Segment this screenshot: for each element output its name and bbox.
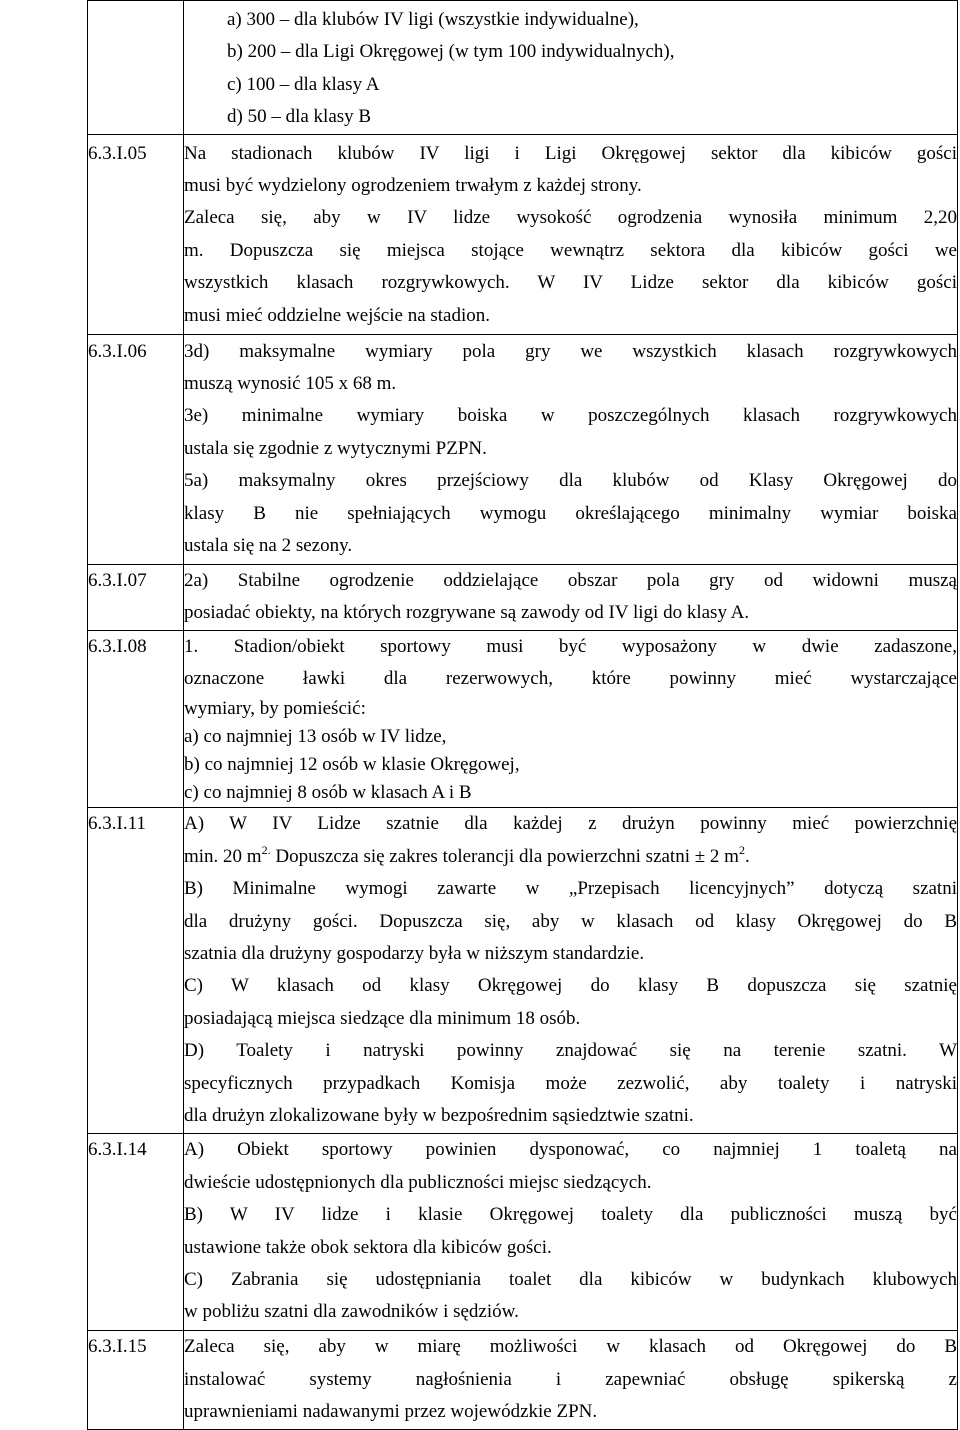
text-line: posiadającą miejsca siedzące dla minimum 18 osób. bbox=[184, 1007, 581, 1029]
text-line: wymiary, by pomieścić: bbox=[184, 698, 366, 720]
text-line: 5a) maksymalny okres przejściowy dla klubów od Klasy Okręgowej do bbox=[184, 470, 957, 492]
rule-text-cell bbox=[184, 134, 958, 334]
rule-number: 6.3.I.06 bbox=[88, 340, 147, 362]
rule-number-cell bbox=[88, 134, 184, 334]
rule-number: 6.3.I.05 bbox=[88, 142, 147, 164]
text-line: muszą wynosić 105 x 68 m. bbox=[184, 373, 397, 395]
rule-number-cell bbox=[88, 1134, 184, 1331]
text-line: B) W IV lidze i klasie Okręgowej toalety dla publiczności muszą być bbox=[184, 1204, 957, 1226]
text-line: C) W klasach od klasy Okręgowej do klasy B dopuszcza się szatnię bbox=[184, 975, 957, 997]
text-line: ustala się na 2 sezony. bbox=[184, 535, 353, 557]
table-row bbox=[88, 1, 958, 135]
list-item: c) co najmniej 8 osób w klasach A i B bbox=[184, 782, 472, 804]
text-line: Zaleca się, aby w miarę możliwości w klasach od Okręgowej do B bbox=[184, 1336, 957, 1358]
text-line: ustawione także obok sektora dla kibiców gości. bbox=[184, 1236, 552, 1258]
regulations-table bbox=[87, 0, 958, 1430]
list-item: a) 300 – dla klubów IV ligi (wszystkie indywidualne), bbox=[227, 9, 639, 30]
table-row bbox=[88, 630, 958, 808]
text-fragment: . bbox=[744, 845, 750, 867]
rule-number-cell bbox=[88, 630, 184, 808]
text-line: B) Minimalne wymogi zawarte w „Przepisach licencyjnych” dotyczą szatni bbox=[184, 878, 957, 900]
rule-number-cell bbox=[88, 1, 184, 135]
rule-number-cell bbox=[88, 1331, 184, 1429]
superscript: 2 bbox=[738, 842, 745, 857]
table-row bbox=[88, 564, 958, 630]
rule-number: 6.3.I.08 bbox=[88, 635, 147, 657]
text-line: dwieście udostępnionych dla publiczności miejsc siedzących. bbox=[184, 1171, 652, 1193]
rule-text-cell bbox=[184, 1, 958, 135]
rule-text-cell bbox=[184, 334, 958, 564]
text-line: wszystkich klasach rozgrywkowych. W IV Lidze sektor dla kibiców gości bbox=[184, 272, 957, 294]
text-line: A) Obiekt sportowy powinien dysponować, co najmniej 1 toaletą na bbox=[184, 1139, 957, 1161]
text-fragment: min. 20 m bbox=[184, 845, 262, 867]
list-item: b) co najmniej 12 osób w klasie Okręgowej, bbox=[184, 754, 520, 776]
rule-number: 6.3.I.07 bbox=[88, 569, 147, 591]
text-line: musi mieć oddzielne wejście na stadion. bbox=[184, 304, 491, 326]
rule-number: 6.3.I.14 bbox=[88, 1139, 147, 1161]
text-line: 1. Stadion/obiekt sportowy musi być wyposażony w dwie zadaszone, bbox=[184, 635, 957, 657]
rule-number-cell bbox=[88, 808, 184, 1134]
list-item: d) 50 – dla klasy B bbox=[227, 106, 372, 128]
table-row bbox=[88, 134, 958, 334]
table-row bbox=[88, 1134, 958, 1331]
text-fragment: Dopuszcza się zakres tolerancji dla powierzchni szatni ± 2 m bbox=[270, 845, 739, 867]
text-line: 3e) minimalne wymiary boiska w poszczególnych klasach rozgrywkowych bbox=[184, 405, 957, 427]
rule-number: 6.3.I.11 bbox=[88, 813, 146, 835]
superscript: 2. bbox=[261, 842, 271, 857]
text-line: D) Toalety i natryski powinny znajdować się na terenie szatni. W bbox=[184, 1040, 957, 1062]
text-line: A) W IV Lidze szatnie dla każdej z drużyn powinny mieć powierzchnię bbox=[184, 813, 957, 835]
rule-text-cell bbox=[184, 630, 958, 808]
text-line: dla drużyn zlokalizowane były w bezpośrednim sąsiedztwie szatni. bbox=[184, 1105, 694, 1127]
text-line: Zaleca się, aby w IV lidze wysokość ogrodzenia wynosiła minimum 2,20 bbox=[184, 207, 957, 229]
list-item: a) co najmniej 13 osób w IV lidze, bbox=[184, 726, 447, 748]
rule-text-cell bbox=[184, 1134, 958, 1331]
text-line: oznaczone ławki dla rezerwowych, które powinny mieć wystarczające bbox=[184, 668, 957, 690]
text-line: 3d) maksymalne wymiary pola gry we wszystkich klasach rozgrywkowych bbox=[184, 340, 957, 362]
text-line: C) Zabrania się udostępniania toalet dla kibiców w budynkach klubowych bbox=[184, 1269, 957, 1291]
text-line: klasy B nie spełniających wymogu określającego minimalny wymiar boiska bbox=[184, 502, 957, 524]
text-line: m. Dopuszcza się miejsca stojące wewnątrz sektora dla kibiców gości we bbox=[184, 239, 957, 261]
text-line bbox=[184, 841, 957, 873]
text-line: musi być wydzielony ogrodzeniem trwałym z każdej strony. bbox=[184, 175, 642, 197]
list-item: b) 200 – dla Ligi Okręgowej (w tym 100 indywidualnych), bbox=[227, 41, 675, 63]
rule-number-cell bbox=[88, 334, 184, 564]
table-row bbox=[88, 334, 958, 564]
rule-number: 6.3.I.15 bbox=[88, 1336, 147, 1358]
text-line: szatnia dla drużyny gospodarzy była w niższym standardzie. bbox=[184, 943, 645, 965]
rule-text-cell bbox=[184, 1331, 958, 1429]
text-line: ustala się zgodnie z wytycznymi PZPN. bbox=[184, 437, 487, 459]
text-line: instalować systemy nagłośnienia i zapewniać obsługę spikerską z bbox=[184, 1368, 957, 1390]
rule-text-cell bbox=[184, 564, 958, 630]
rule-text-cell bbox=[184, 808, 958, 1134]
table-row bbox=[88, 808, 958, 1134]
list-item: c) 100 – dla klasy A bbox=[227, 73, 380, 95]
text-line: posiadać obiekty, na których rozgrywane są zawody od IV ligi do klasy A. bbox=[184, 602, 750, 624]
text-line: specyficznych przypadkach Komisja może zezwolić, aby toalety i natryski bbox=[184, 1072, 957, 1094]
text-line: Na stadionach klubów IV ligi i Ligi Okręgowej sektor dla kibiców gości bbox=[184, 142, 957, 164]
rule-number-cell bbox=[88, 564, 184, 630]
text-line: 2a) Stabilne ogrodzenie oddzielające obszar pola gry od widowni muszą bbox=[184, 569, 957, 591]
text-line: dla drużyny gości. Dopuszcza się, aby w klasach od klasy Okręgowej do B bbox=[184, 910, 957, 932]
text-line: w pobliżu szatni dla zawodników i sędziów. bbox=[184, 1301, 519, 1323]
table-row bbox=[88, 1331, 958, 1429]
text-line: uprawnieniami nadawanymi przez wojewódzkie ZPN. bbox=[184, 1401, 598, 1423]
